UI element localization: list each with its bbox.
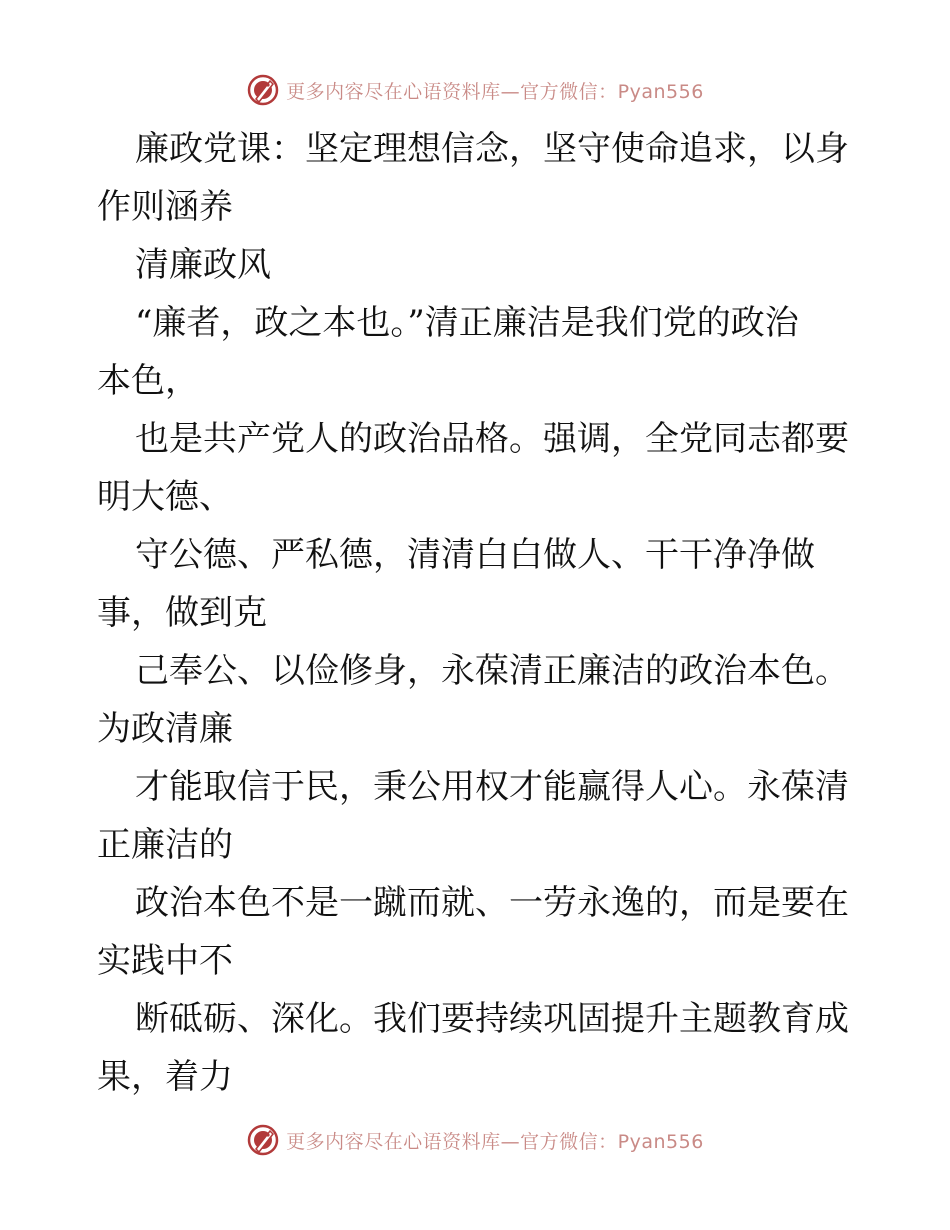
paragraph xyxy=(97,990,857,1106)
paragraph-wrap-line: 事，做到克 xyxy=(97,593,267,633)
paragraph-wrap-line: 本色， xyxy=(97,361,199,401)
paragraph-wrap-line: 实践中不 xyxy=(97,941,233,981)
footer-banner-text: 更多内容尽在心语资料库—官方微信：Pyan556 xyxy=(286,1130,704,1153)
paragraph xyxy=(97,758,857,874)
paragraph-wrap-line: 作则涵养 xyxy=(97,187,233,227)
header-banner-text: 更多内容尽在心语资料库—官方微信：Pyan556 xyxy=(286,80,704,103)
pen-nib-logo-icon xyxy=(246,73,280,107)
paragraph xyxy=(97,642,857,758)
paragraph-line: 清廉政风 xyxy=(135,245,271,285)
paragraph-line: 己奉公、以俭修身，永葆清正廉洁的政治本色。 xyxy=(135,651,849,691)
footer-banner xyxy=(0,1120,950,1160)
paragraph-line: 守公德、严私德，清清白白做人、干干净净做 xyxy=(135,535,815,575)
paragraph xyxy=(97,120,857,236)
paragraph xyxy=(97,526,857,642)
paragraph-line: 政治本色不是一蹴而就、一劳永逸的，而是要在 xyxy=(135,883,849,923)
paragraph xyxy=(97,236,857,294)
paragraph-line: “廉者，政之本也。”清正廉洁是我们党的政治 xyxy=(135,303,799,343)
paragraph xyxy=(97,294,857,410)
document-body xyxy=(97,120,857,1106)
paragraph-line: 才能取信于民，秉公用权才能赢得人心。永葆清 xyxy=(135,767,849,807)
paragraph-wrap-line: 为政清廉 xyxy=(97,709,233,749)
paragraph-wrap-line: 正廉洁的 xyxy=(97,825,233,865)
paragraph xyxy=(97,410,857,526)
paragraph-line: 廉政党课：坚定理想信念，坚守使命追求，以身 xyxy=(135,129,849,169)
paragraph-line: 断砥砺、深化。我们要持续巩固提升主题教育成 xyxy=(135,999,849,1039)
pen-nib-logo-icon xyxy=(246,1123,280,1157)
paragraph xyxy=(97,874,857,990)
paragraph-wrap-line: 果，着力 xyxy=(97,1057,233,1097)
paragraph-line: 也是共产党人的政治品格。强调，全党同志都要 xyxy=(135,419,849,459)
header-banner xyxy=(0,70,950,110)
paragraph-wrap-line: 明大德、 xyxy=(97,477,233,517)
